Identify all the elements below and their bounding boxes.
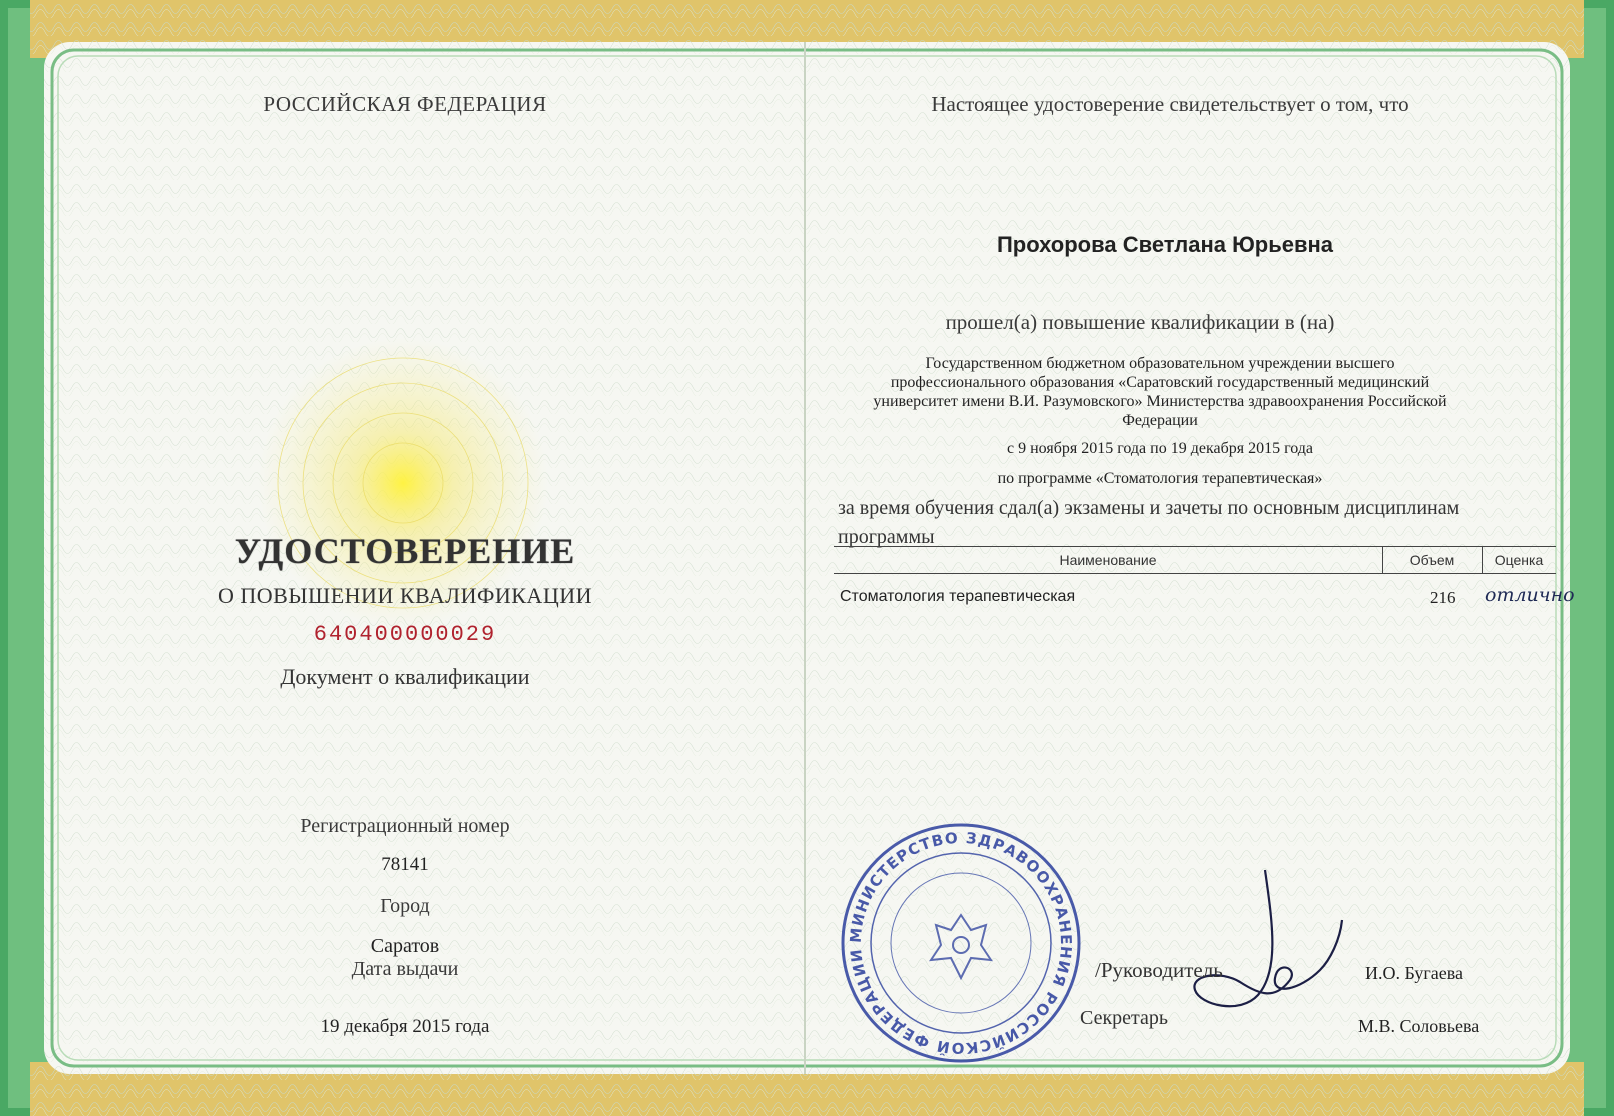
discipline-volume: 216: [1430, 588, 1456, 607]
official-stamp: [838, 820, 1084, 1066]
stamp-text: МИНИСТЕРСТВО ЗДРАВООХРАНЕНИЯ РОССИЙСКОЙ ФЕДЕРАЦИИ: [846, 828, 1076, 1058]
handwritten-signature: [1180, 860, 1380, 1040]
institution-line: профессионального образования «Саратовский государственный медицинский: [890, 374, 1430, 391]
document-number: 640400000029: [313, 622, 497, 647]
table-header: [834, 546, 1556, 574]
institution-line: Федерации: [1122, 412, 1198, 429]
secretary-role-label: Секретарь: [1080, 1007, 1169, 1029]
registration-label: Регистрационный номер: [300, 815, 510, 837]
document-title: УДОСТОВЕРЕНИЕ: [234, 531, 576, 571]
program-name: по программе «Стоматология терапевтическая»: [997, 470, 1323, 487]
header-grade: Оценка: [1494, 552, 1544, 568]
header-volume: Объем: [1382, 547, 1483, 573]
institution-line: Государственном бюджетном образовательном учреждении высшего: [925, 355, 1395, 372]
intro-text: Настоящее удостоверение свидетельствует о том, что: [931, 92, 1409, 116]
header-name: Наименование: [834, 547, 1383, 573]
issue-date: 19 декабря 2015 года: [320, 1016, 490, 1037]
discipline-name: Стоматология терапевтическая: [840, 588, 1076, 605]
table-row: [840, 584, 1575, 614]
city-value: Саратов: [370, 935, 440, 957]
discipline-grade: отлично: [1485, 584, 1575, 606]
head-name: И.О. Бугаева: [1365, 963, 1463, 983]
country-name: РОССИЙСКАЯ ФЕДЕРАЦИЯ: [263, 92, 547, 116]
document-kind: Документ о квалификации: [280, 664, 530, 689]
city-label: Город: [380, 895, 430, 917]
registration-number: 78141: [381, 854, 429, 875]
institution-block: [830, 354, 1490, 430]
study-period: с 9 ноября 2015 года по 19 декабря 2015 года: [1006, 440, 1314, 457]
head-role-label: /Руководитель: [1095, 958, 1223, 982]
document-subtitle: О ПОВЫШЕНИИ КВАЛИФИКАЦИИ: [218, 583, 592, 608]
issue-date-label: Дата выдачи: [351, 958, 459, 980]
svg-text:МИНИСТЕРСТВО ЗДРАВООХРАНЕНИЯ Р: [847, 829, 1075, 1058]
eagle-emblem-icon: [931, 915, 991, 978]
institution-line: университет имени В.И. Разумовского» Министерства здравоохранения Российской: [873, 393, 1447, 410]
holder-name: Прохорова Светлана Юрьевна: [996, 232, 1334, 257]
secretary-name: М.В. Соловьева: [1358, 1016, 1480, 1036]
exams-text: за время обучения сдал(а) экзамены и зачеты по основным дисциплинам программы: [838, 497, 1460, 548]
passed-text: прошел(а) повышение квалификации в (на): [945, 310, 1335, 334]
